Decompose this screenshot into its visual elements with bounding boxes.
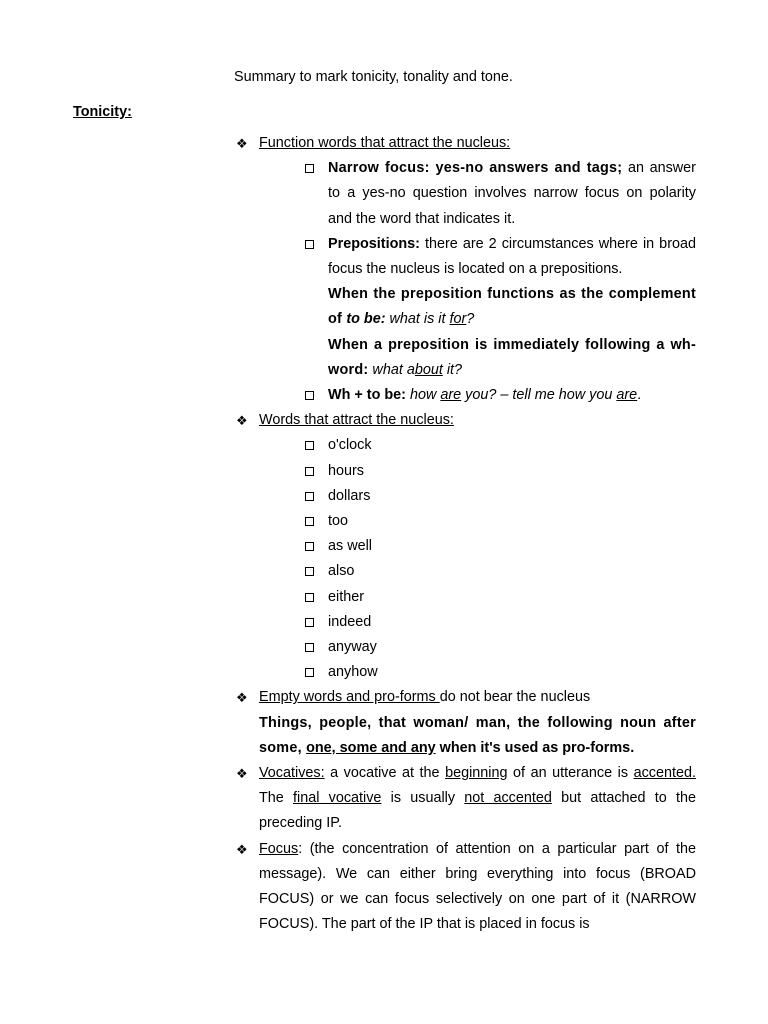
function-words-heading: Function words that attract the nucleus: <box>259 135 511 151</box>
vocatives-text-4: is usually <box>381 790 465 807</box>
list-item <box>305 585 696 610</box>
vocatives-label: Vocatives: <box>259 765 325 782</box>
square-bullet-icon <box>305 492 314 501</box>
list-item <box>305 459 696 484</box>
case2-bold-text: When a preposition is immediately following a wh-word: <box>328 336 696 378</box>
bullet-empty-words <box>236 685 696 710</box>
wh-to-be-underlined-2: are <box>616 387 638 404</box>
list-item <box>305 509 696 534</box>
bullet-function-words <box>236 131 696 156</box>
empty-words-bold-2: when it's used as pro-forms. <box>435 739 635 756</box>
word-item: either <box>328 588 364 605</box>
word-item: anyway <box>328 639 377 656</box>
narrow-focus-label: Narrow focus: yes-no answers and tags; <box>328 160 623 177</box>
diamond-bullet-icon: ❖ <box>236 766 248 782</box>
square-bullet-icon <box>305 542 314 551</box>
case1-italic-post: ? <box>466 311 475 328</box>
case1-bold-text: When the preposition functions as the complement of <box>328 286 696 328</box>
bullet-vocatives <box>236 761 696 837</box>
diamond-bullet-icon: ❖ <box>236 690 248 706</box>
vocatives-text-3: The <box>259 790 294 807</box>
word-item: hours <box>328 462 364 479</box>
list-item <box>305 433 696 458</box>
square-bullet-icon <box>305 593 314 602</box>
vocatives-underlined-1: beginning <box>445 765 508 782</box>
diamond-bullet-icon: ❖ <box>236 413 248 429</box>
focus-label: Focus <box>259 840 299 857</box>
wh-to-be-label: Wh + to be: <box>328 387 406 404</box>
vocatives-text-5: but attached to the preceding IP. <box>259 790 696 832</box>
list-item <box>305 559 696 584</box>
section-heading-tonicity: Tonicity: <box>73 104 132 120</box>
sub-item-narrow-focus <box>305 156 696 232</box>
square-bullet-icon <box>305 517 314 526</box>
diamond-bullet-icon: ❖ <box>236 841 248 857</box>
word-item: o'clock <box>328 437 372 454</box>
empty-words-heading-rest: do not bear the nucleus <box>439 689 591 706</box>
focus-text: : (the concentration of attention on a particular part of the message). We can either bring everything into focus (BROAD FOCUS) or we can focus selectively on one part of it (NARROW FOCUS). The part of the IP that is placed in focus is <box>259 840 696 933</box>
sub-item-wh-to-be <box>305 383 696 408</box>
list-item <box>305 534 696 559</box>
wh-to-be-underlined-1: are <box>440 387 462 404</box>
list-item <box>305 610 696 635</box>
preposition-case-wh-word <box>328 333 696 383</box>
empty-words-bold-1: Things, people, that woman/ man, the following noun after some, <box>259 714 696 756</box>
case1-italic-underlined: for <box>449 311 467 328</box>
preposition-case-complement <box>328 282 696 332</box>
square-bullet-icon <box>305 668 314 677</box>
vocatives-underlined-3: final vocative <box>293 790 382 807</box>
wh-to-be-italic-1: how <box>405 387 441 404</box>
word-item: too <box>328 513 349 530</box>
wh-to-be-italic-2: you? – tell me how you <box>461 387 617 404</box>
list-item <box>305 484 696 509</box>
vocatives-underlined-2: accented. <box>633 765 696 782</box>
case2-italic-pre: what a <box>368 361 415 378</box>
word-item: dollars <box>328 487 371 504</box>
prepositions-text: there are 2 circumstances where in broad focus the nucleus is located on a prepositions. <box>328 235 696 278</box>
empty-words-heading: Empty words and pro-forms <box>259 689 440 706</box>
square-bullet-icon <box>305 467 314 476</box>
prepositions-label: Prepositions: <box>328 235 420 252</box>
word-item: anyhow <box>328 664 378 681</box>
diamond-bullet-icon: ❖ <box>236 136 248 151</box>
empty-words-bold-underlined: one, some and any <box>306 739 436 756</box>
case2-italic-post: it? <box>442 361 463 378</box>
case1-italic-pre: what is it <box>385 311 450 328</box>
sub-item-prepositions <box>305 232 696 282</box>
square-bullet-icon <box>305 441 314 450</box>
empty-words-examples <box>259 711 696 761</box>
word-item: as well <box>328 538 372 555</box>
vocatives-underlined-4: not accented <box>464 790 552 807</box>
square-bullet-icon <box>305 567 314 576</box>
document-title: Summary to mark tonicity, tonality and tone. <box>234 69 513 85</box>
document-body <box>236 131 696 938</box>
bullet-words-attract <box>236 408 696 433</box>
list-item <box>305 660 696 685</box>
vocatives-text-2: of an utterance is <box>507 765 634 782</box>
square-bullet-icon <box>305 391 314 400</box>
bullet-focus <box>236 837 696 938</box>
vocatives-text-1: a vocative at the <box>324 765 446 782</box>
square-bullet-icon <box>305 240 314 249</box>
case1-bold-italic: to be: <box>346 311 386 328</box>
square-bullet-icon <box>305 618 314 627</box>
square-bullet-icon <box>305 164 314 173</box>
wh-to-be-end: . <box>637 387 642 404</box>
case2-italic-underlined: bout <box>414 361 443 378</box>
list-item <box>305 635 696 660</box>
word-item: indeed <box>328 613 372 630</box>
narrow-focus-text: an answer to a yes-no question involves narrow focus on polarity and the word that indicates it. <box>328 160 696 227</box>
words-heading: Words that attract the nucleus: <box>259 412 454 429</box>
square-bullet-icon <box>305 643 314 652</box>
word-item: also <box>328 563 355 580</box>
